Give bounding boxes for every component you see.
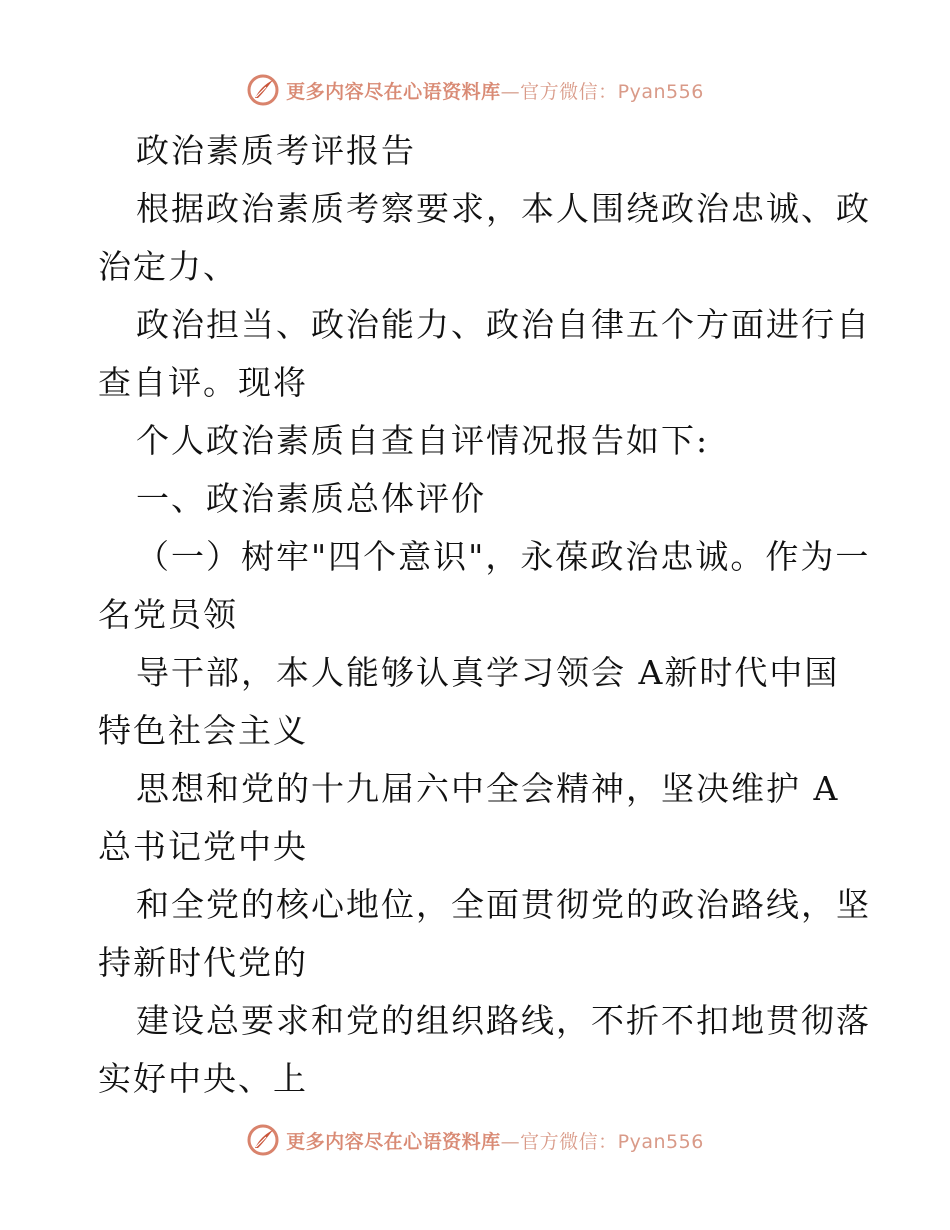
watermark-main: 更多内容尽在心语资料库	[286, 1130, 501, 1153]
paragraph-line: 建设总要求和党的组织路线，不折不扣地贯彻落	[136, 1001, 871, 1040]
paragraph-line: 根据政治素质考察要求，本人围绕政治忠诚、政	[136, 189, 871, 228]
paragraph-line: 思想和党的十九届六中全会精神，坚决维护 A	[136, 769, 840, 808]
section-heading: 一、政治素质总体评价	[136, 479, 486, 518]
paragraph-line: 政治担当、政治能力、政治自律五个方面进行自	[136, 305, 871, 344]
paragraph-line: 名党员领	[98, 595, 238, 634]
paragraph-line: 持新时代党的	[98, 943, 308, 982]
watermark-text	[286, 1127, 704, 1154]
watermark-footer	[0, 1120, 950, 1160]
paragraph-line: 导干部，本人能够认真学习领会 A新时代中国	[136, 653, 840, 692]
paragraph-line: 特色社会主义	[98, 711, 308, 750]
watermark-text	[286, 77, 704, 104]
quill-logo-icon	[246, 1123, 280, 1157]
paragraph-line: 查自评。现将	[98, 363, 308, 402]
watermark-separator: —	[500, 80, 521, 103]
watermark-header	[0, 70, 950, 110]
paragraph-line: 总书记党中央	[98, 827, 308, 866]
paragraph-line: 实好中央、上	[98, 1059, 308, 1098]
watermark-main: 更多内容尽在心语资料库	[286, 80, 501, 103]
paragraph-line: 治定力、	[98, 247, 238, 286]
watermark-separator: —	[500, 1130, 521, 1153]
document-title: 政治素质考评报告	[136, 131, 416, 170]
paragraph-line: （一）树牢"四个意识"，永葆政治忠诚。作为一	[136, 537, 871, 576]
paragraph-line: 和全党的核心地位，全面贯彻党的政治路线，坚	[136, 885, 871, 924]
document-body	[98, 122, 871, 1108]
watermark-contact: 官方微信：Pyan556	[520, 1130, 704, 1153]
paragraph-line: 个人政治素质自查自评情况报告如下:	[136, 421, 710, 460]
watermark-contact: 官方微信：Pyan556	[520, 80, 704, 103]
quill-logo-icon	[246, 73, 280, 107]
